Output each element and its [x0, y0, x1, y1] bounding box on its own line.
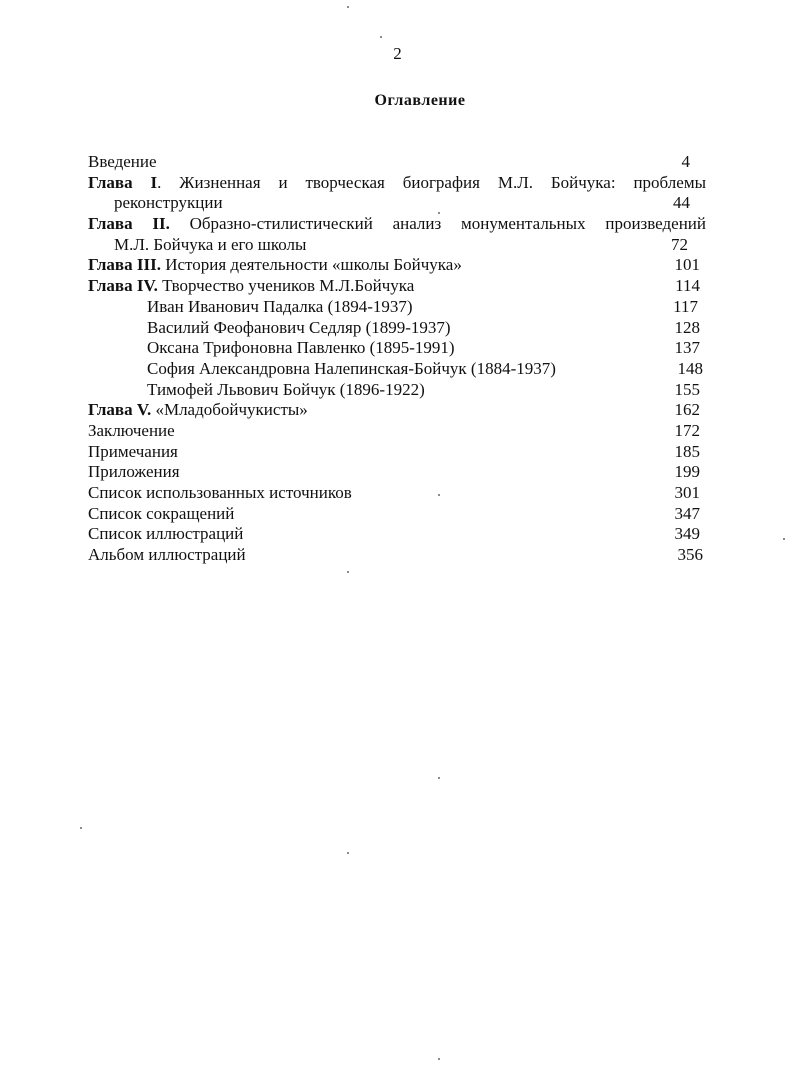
scan-speck [80, 827, 82, 829]
toc-page-number: 185 [674, 441, 700, 461]
toc-entry [88, 545, 706, 566]
toc-entry-label: Иван Иванович Падалка (1894-1937) [147, 296, 413, 316]
toc-entry [88, 462, 706, 483]
toc-entry [88, 359, 706, 380]
toc-entry-label: М.Л. Бойчука и его школы [114, 234, 307, 254]
toc-chapter-number: Глава III. [88, 255, 161, 275]
toc-chapter-title: Творчество учеников М.Л.Бойчука [157, 276, 415, 296]
toc-entry [88, 297, 706, 318]
scan-speck [438, 212, 440, 214]
table-of-contents [88, 152, 706, 566]
toc-entry-label: Примечания [88, 441, 178, 461]
toc-page-number: 148 [677, 358, 703, 378]
toc-entry [88, 214, 706, 235]
toc-page-number: 44 [673, 193, 690, 213]
toc-entry-label: Заключение [88, 420, 175, 440]
toc-page-number: 301 [674, 483, 700, 502]
toc-entry-label [88, 214, 706, 235]
toc-page-number: 172 [674, 420, 700, 440]
toc-page-number: 347 [674, 503, 700, 523]
toc-entry-label [88, 276, 414, 297]
toc-entry-label: Тимофей Львович Бойчук (1896-1922) [147, 379, 425, 399]
toc-chapter-number: Глава IV. [88, 276, 158, 296]
toc-entry [88, 276, 706, 297]
toc-entry [88, 524, 706, 545]
toc-page-number: 155 [674, 379, 700, 399]
toc-entry-label: Приложения [88, 462, 180, 482]
toc-entry [88, 173, 706, 194]
toc-page-number: 356 [677, 545, 703, 565]
toc-chapter-number: Глава V. [88, 400, 152, 420]
toc-entry [88, 442, 706, 463]
toc-entry-label: Введение [88, 152, 157, 171]
toc-page-number: 162 [674, 400, 700, 420]
toc-entry [88, 255, 706, 276]
toc-entry-label [88, 400, 308, 421]
toc-entry [88, 152, 706, 173]
scan-speck [783, 538, 785, 540]
toc-entry-label [88, 255, 462, 276]
toc-page-number: 137 [674, 338, 700, 358]
toc-entry-label: Список иллюстраций [88, 524, 244, 544]
toc-entry-label: София Александровна Налепинская-Бойчук (1884-1937) [147, 358, 556, 378]
toc-page-number: 101 [674, 255, 700, 275]
toc-chapter-number: Глава I [88, 172, 158, 192]
toc-page-number: 114 [675, 276, 700, 296]
toc-entry [88, 380, 706, 401]
toc-page-number: 4 [681, 152, 690, 171]
page-title: Оглавление [374, 92, 466, 109]
toc-entry [88, 338, 706, 359]
scan-speck [438, 1058, 440, 1060]
scan-speck [347, 852, 349, 854]
toc-chapter-number: Глава II. [88, 214, 170, 234]
toc-entry [88, 504, 706, 525]
toc-entry-label: реконструкции [114, 193, 223, 213]
toc-entry [88, 235, 706, 256]
toc-chapter-title: Образно-стилистический анализ монументальных произведений [169, 214, 706, 234]
scan-speck [380, 36, 382, 38]
toc-chapter-title: . Жизненная и творческая биография М.Л. Бойчука: проблемы [157, 172, 706, 192]
toc-entry [88, 193, 706, 214]
toc-page-number: 72 [671, 234, 688, 254]
toc-entry-label: Список использованных источников [88, 483, 352, 502]
toc-entry-label: Альбом иллюстраций [88, 545, 246, 565]
toc-page-number: 117 [673, 296, 698, 316]
scan-speck [347, 6, 349, 8]
toc-entry [88, 483, 706, 504]
toc-chapter-title: История деятельности «школы Бойчука» [160, 255, 462, 275]
toc-entry-label: Оксана Трифоновна Павленко (1895-1991) [147, 338, 455, 358]
toc-entry [88, 400, 706, 421]
toc-entry-label: Список сокращений [88, 503, 235, 523]
toc-chapter-title: «Младобойчукисты» [151, 400, 308, 420]
toc-entry [88, 318, 706, 339]
page-number: 2 [393, 44, 402, 63]
toc-page-number: 349 [674, 524, 700, 544]
scan-speck [347, 571, 349, 573]
toc-page-number: 199 [674, 462, 700, 482]
toc-entry [88, 421, 706, 442]
toc-entry-label [88, 173, 706, 194]
toc-entry-label: Василий Феофанович Седляр (1899-1937) [147, 317, 451, 337]
toc-page-number: 128 [674, 317, 700, 337]
scan-speck [438, 777, 440, 779]
scan-speck [438, 494, 440, 496]
